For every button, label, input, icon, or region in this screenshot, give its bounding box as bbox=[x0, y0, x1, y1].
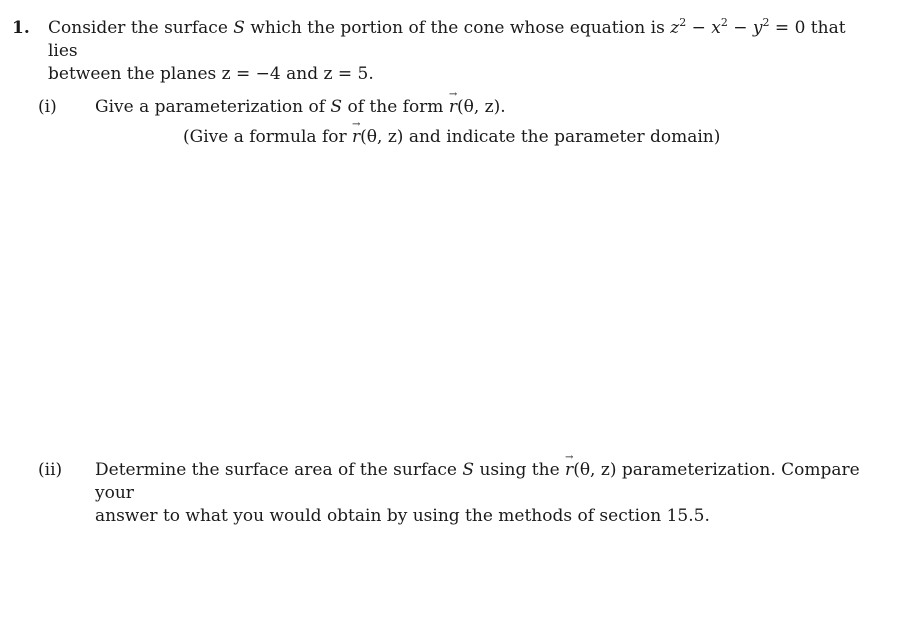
part-ii-text-1: Determine the surface area of the surface bbox=[95, 460, 463, 480]
hint-close: and indicate the parameter domain) bbox=[403, 127, 721, 147]
plane-2: z = 5. bbox=[323, 63, 374, 84]
part-ii-text bbox=[95, 459, 885, 528]
plane-1: z = −4 bbox=[221, 63, 281, 84]
vector-r: → r bbox=[449, 97, 457, 117]
part-ii-vector-r: → r bbox=[565, 460, 573, 480]
part-ii-args: (θ, z) bbox=[573, 460, 617, 480]
part-i-text-1: Give a parameterization of bbox=[95, 97, 331, 117]
intro-line2-prefix: between the planes bbox=[48, 63, 222, 84]
problem-number: 1. bbox=[12, 18, 30, 38]
hint-args: (θ, z) bbox=[360, 127, 404, 147]
part-i-surface-symbol: S bbox=[330, 97, 343, 117]
problem-statement bbox=[48, 17, 878, 86]
intro-text-1: Consider the surface bbox=[48, 18, 234, 38]
hint-open: (Give a formula for bbox=[183, 127, 353, 147]
equation-tail: = 0 that lies bbox=[48, 18, 846, 61]
part-ii-text-2: using the bbox=[474, 460, 566, 480]
cone-equation: $z^2 - x^2 - y^2$ bbox=[670, 16, 770, 38]
hint-vector-r: → r bbox=[352, 127, 360, 147]
part-ii-text-3: parameterization. Compare your bbox=[95, 460, 860, 503]
part-ii-surface-symbol: S bbox=[462, 460, 475, 480]
part-i-text-2: of the form bbox=[342, 97, 449, 117]
part-i-text bbox=[95, 96, 885, 119]
surface-symbol: S bbox=[233, 18, 245, 38]
part-ii-line2: answer to what you would obtain by using the methods of section 15.5. bbox=[95, 505, 710, 526]
intro-text-2: which the portion of the cone whose equation is bbox=[244, 18, 671, 38]
part-i-label: (i) bbox=[38, 97, 57, 117]
part-i-args: (θ, z). bbox=[456, 97, 506, 117]
part-ii-label: (ii) bbox=[38, 460, 63, 480]
part-i-hint bbox=[183, 126, 720, 149]
and-word: and bbox=[280, 63, 324, 84]
